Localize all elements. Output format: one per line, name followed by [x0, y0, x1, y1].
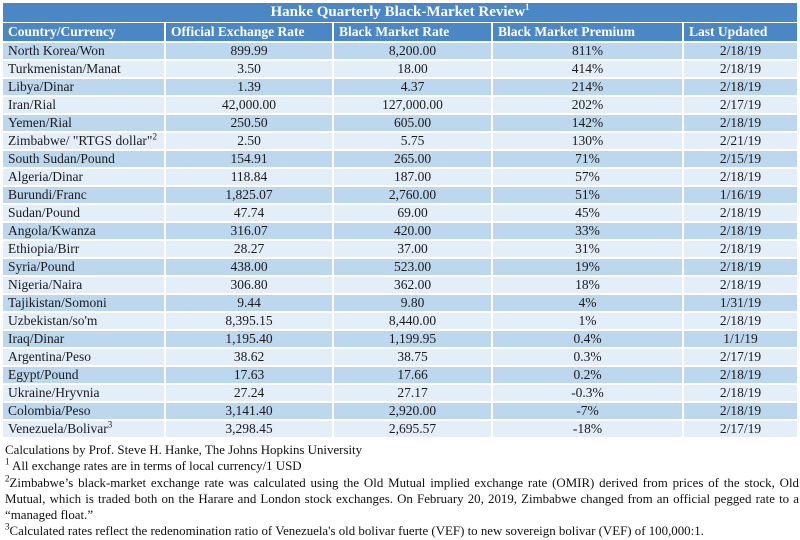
table-row — [3, 366, 797, 384]
table-row — [3, 78, 797, 96]
table-row — [3, 60, 797, 78]
table-title — [3, 3, 797, 23]
cell-black-market-premium: 414% — [492, 60, 683, 78]
cell-last-updated: 1/16/19 — [683, 186, 797, 204]
cell-black-market-premium: 214% — [492, 78, 683, 96]
cell-black-market-rate: 605.00 — [333, 114, 492, 132]
cell-black-market-rate: 420.00 — [333, 222, 492, 240]
cell-last-updated: 2/18/19 — [683, 222, 797, 240]
cell-black-market-rate: 4.37 — [333, 78, 492, 96]
cell-last-updated: 2/21/19 — [683, 132, 797, 150]
footnotes-list — [5, 458, 799, 539]
table-row — [3, 132, 797, 150]
cell-black-market-rate: 2,695.57 — [333, 420, 492, 438]
cell-official-exchange-rate: 250.50 — [165, 114, 333, 132]
cell-official-exchange-rate: 1.39 — [165, 78, 333, 96]
col-header-official-exchange-rate: Official Exchange Rate — [165, 23, 333, 43]
cell-black-market-rate: 5.75 — [333, 132, 492, 150]
cell-official-exchange-rate: 9.44 — [165, 294, 333, 312]
cell-country-currency: Uzbekistan/so'm — [3, 312, 165, 330]
cell-black-market-premium: 31% — [492, 240, 683, 258]
cell-black-market-premium: 33% — [492, 222, 683, 240]
cell-black-market-rate: 265.00 — [333, 150, 492, 168]
cell-black-market-rate: 2,760.00 — [333, 186, 492, 204]
cell-official-exchange-rate: 42,000.00 — [165, 96, 333, 114]
cell-country-currency: Sudan/Pound — [3, 204, 165, 222]
cell-official-exchange-rate: 47.74 — [165, 204, 333, 222]
table-row — [3, 204, 797, 222]
table-row — [3, 258, 797, 276]
cell-last-updated: 2/18/19 — [683, 258, 797, 276]
cell-official-exchange-rate: 2.50 — [165, 132, 333, 150]
cell-black-market-premium: -18% — [492, 420, 683, 438]
cell-last-updated: 1/1/19 — [683, 330, 797, 348]
cell-official-exchange-rate: 154.91 — [165, 150, 333, 168]
credit-line: Calculations by Prof. Steve H. Hanke, The Johns Hopkins University — [5, 443, 363, 457]
cell-official-exchange-rate: 899.99 — [165, 42, 333, 60]
cell-black-market-rate: 37.00 — [333, 240, 492, 258]
cell-country-currency: Tajikistan/Somoni — [3, 294, 165, 312]
cell-black-market-premium: 4% — [492, 294, 683, 312]
cell-last-updated: 2/15/19 — [683, 150, 797, 168]
col-header-last-updated: Last Updated — [683, 23, 797, 43]
cell-official-exchange-rate: 306.80 — [165, 276, 333, 294]
table-row — [3, 312, 797, 330]
cell-country-currency: Burundi/Franc — [3, 186, 165, 204]
cell-official-exchange-rate: 28.27 — [165, 240, 333, 258]
cell-last-updated: 2/18/19 — [683, 384, 797, 402]
cell-country-currency: Colombia/Peso — [3, 402, 165, 420]
cell-black-market-rate: 17.66 — [333, 366, 492, 384]
cell-black-market-rate: 18.00 — [333, 60, 492, 78]
cell-black-market-premium: -0.3% — [492, 384, 683, 402]
cell-black-market-premium: 57% — [492, 168, 683, 186]
cell-official-exchange-rate: 38.62 — [165, 348, 333, 366]
cell-black-market-premium: 130% — [492, 132, 683, 150]
cell-last-updated: 1/31/19 — [683, 294, 797, 312]
cell-country-currency: Ukraine/Hryvnia — [3, 384, 165, 402]
col-header-black-market-premium: Black Market Premium — [492, 23, 683, 43]
cell-black-market-premium: 202% — [492, 96, 683, 114]
cell-country-currency: South Sudan/Pound — [3, 150, 165, 168]
cell-country-currency: Zimbabwe/ "RTGS dollar"$^2$ — [3, 132, 165, 150]
table-row — [3, 42, 797, 60]
cell-country-currency: Ethiopia/Birr — [3, 240, 165, 258]
cell-country-currency: Egypt/Pound — [3, 366, 165, 384]
table-row — [3, 384, 797, 402]
cell-official-exchange-rate: 1,195.40 — [165, 330, 333, 348]
cell-country-currency: Syria/Pound — [3, 258, 165, 276]
cell-last-updated: 2/17/19 — [683, 420, 797, 438]
cell-official-exchange-rate: 27.24 — [165, 384, 333, 402]
cell-last-updated: 2/17/19 — [683, 96, 797, 114]
table-row — [3, 222, 797, 240]
cell-official-exchange-rate: 3,141.40 — [165, 402, 333, 420]
cell-last-updated: 2/17/19 — [683, 348, 797, 366]
cell-black-market-premium: 19% — [492, 258, 683, 276]
cell-black-market-rate: 38.75 — [333, 348, 492, 366]
cell-country-currency: Argentina/Peso — [3, 348, 165, 366]
cell-last-updated: 2/18/19 — [683, 276, 797, 294]
table-row — [3, 150, 797, 168]
cell-black-market-premium: 0.4% — [492, 330, 683, 348]
table-title-footnote-marker: 1 — [525, 3, 530, 12]
cell-last-updated: 2/18/19 — [683, 78, 797, 96]
cell-black-market-rate: 2,920.00 — [333, 402, 492, 420]
cell-black-market-rate: 523.00 — [333, 258, 492, 276]
cell-black-market-rate: 8,200.00 — [333, 42, 492, 60]
table-row — [3, 330, 797, 348]
cell-official-exchange-rate: 3,298.45 — [165, 420, 333, 438]
cell-black-market-rate: 362.00 — [333, 276, 492, 294]
table-row — [3, 96, 797, 114]
cell-country-currency: Turkmenistan/Manat — [3, 60, 165, 78]
table-header-row — [3, 23, 797, 43]
cell-country-currency: Yemen/Rial — [3, 114, 165, 132]
cell-country-currency: Nigeria/Naira — [3, 276, 165, 294]
cell-last-updated: 2/18/19 — [683, 312, 797, 330]
cell-black-market-premium: 18% — [492, 276, 683, 294]
cell-black-market-rate: 127,000.00 — [333, 96, 492, 114]
cell-black-market-premium: 71% — [492, 150, 683, 168]
table-row — [3, 420, 797, 438]
cell-country-currency: Iraq/Dinar — [3, 330, 165, 348]
table-row — [3, 348, 797, 366]
col-header-black-market-rate: Black Market Rate — [333, 23, 492, 43]
cell-last-updated: 2/18/19 — [683, 114, 797, 132]
table-row — [3, 186, 797, 204]
table-title-text: Hanke Quarterly Black-Market Review — [270, 4, 526, 20]
cell-country-currency: Algeria/Dinar — [3, 168, 165, 186]
cell-black-market-premium: 45% — [492, 204, 683, 222]
cell-official-exchange-rate: 1,825.07 — [165, 186, 333, 204]
cell-official-exchange-rate: 438.00 — [165, 258, 333, 276]
black-market-review-table — [3, 3, 797, 439]
footnotes-block — [3, 439, 800, 540]
cell-last-updated: 2/18/19 — [683, 402, 797, 420]
cell-black-market-premium: 51% — [492, 186, 683, 204]
table-row — [3, 168, 797, 186]
footnote: $^3$Calculated rates reflect the redenomination ratio of Venezuela's old bolivar fuerte (VEF) to new sovereign bolivar (VEF) of 100,000:1. — [5, 521, 704, 539]
table-row — [3, 402, 797, 420]
cell-last-updated: 2/18/19 — [683, 168, 797, 186]
cell-last-updated: 2/18/19 — [683, 240, 797, 258]
cell-last-updated: 2/18/19 — [683, 204, 797, 222]
cell-last-updated: 2/18/19 — [683, 60, 797, 78]
cell-country-currency: Libya/Dinar — [3, 78, 165, 96]
table-row — [3, 294, 797, 312]
cell-official-exchange-rate: 17.63 — [165, 366, 333, 384]
cell-country-currency: Iran/Rial — [3, 96, 165, 114]
cell-country-currency: Venezuela/Bolivar$^3$ — [3, 420, 165, 438]
cell-official-exchange-rate: 3.50 — [165, 60, 333, 78]
cell-black-market-premium: 1% — [492, 312, 683, 330]
cell-official-exchange-rate: 316.07 — [165, 222, 333, 240]
table-title-row — [3, 3, 797, 23]
table-row — [3, 114, 797, 132]
cell-country-currency: Angola/Kwanza — [3, 222, 165, 240]
col-header-country-currency: Country/Currency — [3, 23, 165, 43]
table-row — [3, 276, 797, 294]
cell-country-currency: North Korea/Won — [3, 42, 165, 60]
cell-black-market-premium: 142% — [492, 114, 683, 132]
cell-black-market-premium: 811% — [492, 42, 683, 60]
cell-last-updated: 2/18/19 — [683, 42, 797, 60]
cell-official-exchange-rate: 118.84 — [165, 168, 333, 186]
footnote: $^2$Zimbabwe’s black-market exchange rate was calculated using the Old Mutual implied exchange rate (OMIR) derived from prices of the stock, Old Mutual, which is traded both on the Harare and London stock exchanges. On February 20, 2019, Zimbabwe changed from an official pegged rate to a “managed float.” — [5, 473, 799, 522]
cell-black-market-rate: 8,440.00 — [333, 312, 492, 330]
cell-black-market-premium: 0.3% — [492, 348, 683, 366]
cell-black-market-rate: 27.17 — [333, 384, 492, 402]
cell-black-market-rate: 69.00 — [333, 204, 492, 222]
footnote: $^1$ All exchange rates are in terms of local currency/1 USD — [5, 456, 302, 474]
table-row — [3, 240, 797, 258]
cell-last-updated: 2/18/19 — [683, 366, 797, 384]
cell-official-exchange-rate: 8,395.15 — [165, 312, 333, 330]
cell-black-market-rate: 9.80 — [333, 294, 492, 312]
cell-black-market-premium: 0.2% — [492, 366, 683, 384]
cell-black-market-premium: -7% — [492, 402, 683, 420]
cell-black-market-rate: 1,199.95 — [333, 330, 492, 348]
cell-black-market-rate: 187.00 — [333, 168, 492, 186]
